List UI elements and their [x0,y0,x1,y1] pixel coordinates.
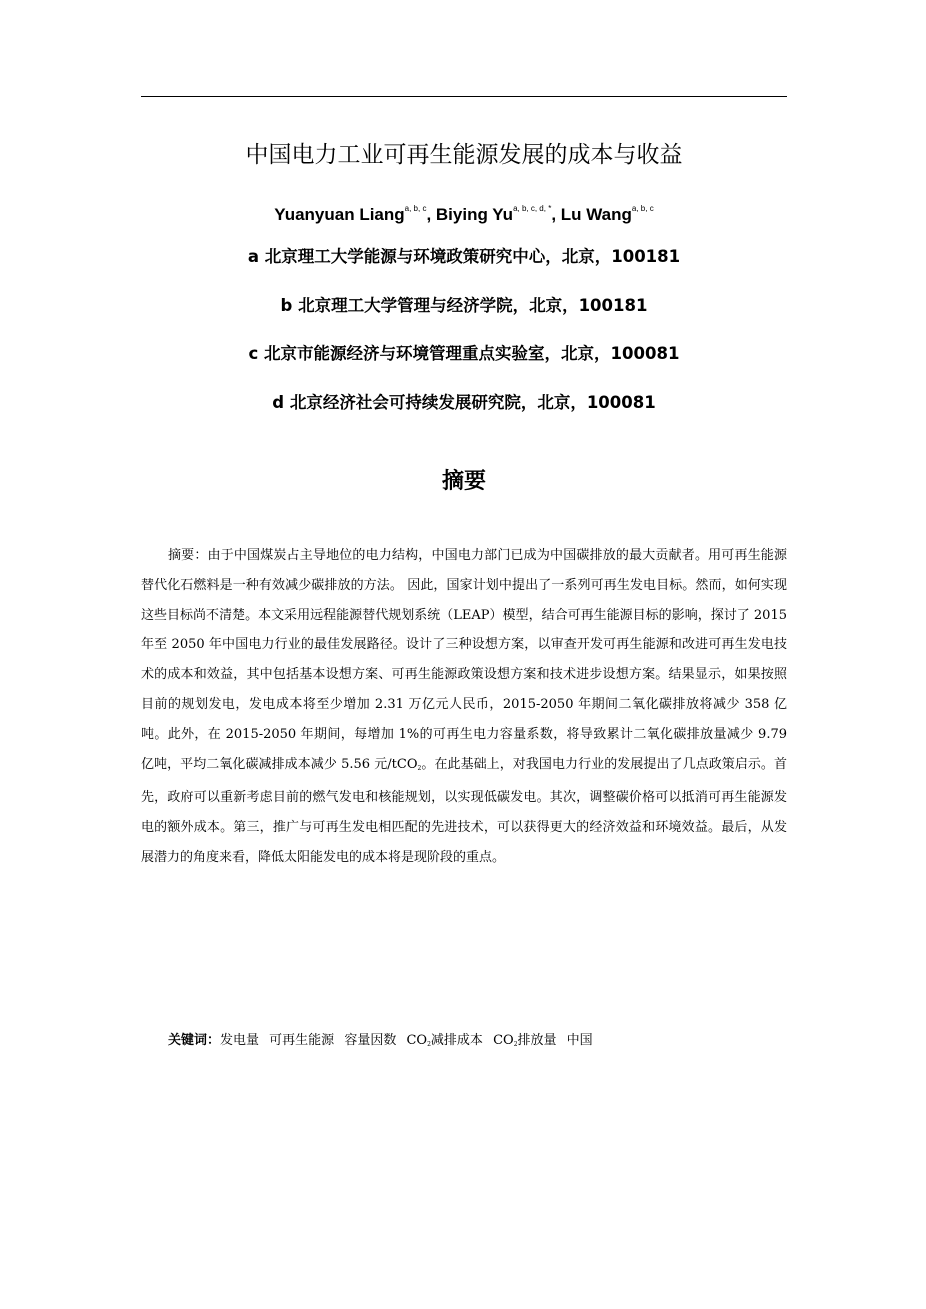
abstract-text-part1: 摘要：由于中国煤炭占主导地位的电力结构，中国电力部门已成为中国碳排放的最大贡献者。用可再生能源替代化石燃料是一种有效减少碳排放的方法。 因此，国家计划中提出了一系列可再生发电目标。然而，如何实现这些目标尚不清楚。本文采用远程能源替代规划系统（LEAP）模型，结合可再生能源目标的影响，探讨了 2015 年至 2050 年中国电力行业的最佳发展路径。设计了三种设想方案，以审查开发可再生能源和改进可再生发电技术的成本和效益，其中包括基本设想方案、可再生能源政策设想方案和技术进步设想方案。结果显示，如果按照目前的规划发电，发电成本将至少增加 2.31 万亿元人民币，2015-2050 年期间二氧化碳排放将减少 358 亿吨。此外，在 2015-2050 年期间，每增加 1%的可再生电力容量系数，将导致累计二氧化碳排放量减少 9.79 亿吨，平均二氧化碳减排成本减少 5.56 元/tCO [141,548,787,772]
author-name: Biying Yu [435,205,514,224]
author-affiliation-marks: a, b, c [631,204,654,213]
author-affiliation-marks: a, b, c [404,204,427,213]
affiliation-a: a 北京理工大学能源与环境政策研究中心，北京，100181 [247,247,681,266]
affiliation-d: d 北京经济社会可持续发展研究院，北京，100081 [272,393,656,412]
author-separator: , [551,205,561,224]
keyword: 中国 [566,1033,593,1048]
abstract-text-part2: 。在此基础上，对我国电力行业的发展提出了几点政策启示。首先，政府可以重新考虑目前的燃气发电和核能规划，以实现低碳发电。其次，调整碳价格可以抵消可再生能源发电的额外成本。第三，推广与可再生发电相匹配的先进技术，可以获得更大的经济效益和环境效益。最后，从发展潜力的角度来看，降低太阳能发电的成本将是现阶段的重点。 [141,756,787,865]
keyword-part: 排放量 [517,1033,557,1048]
affiliation-b: b 北京理工大学管理与经济学院，北京，100181 [280,296,648,315]
abstract-body [141,541,787,873]
keyword: 可再生能源 [269,1033,335,1048]
keywords-label: 关键词： [168,1033,221,1048]
keyword: 容量因数 [344,1033,397,1048]
paper-title: 中国电力工业可再生能源发展的成本与收益 [245,142,683,168]
keyword [493,1033,556,1048]
subscript-2: 2 [513,1041,518,1048]
subscript-2: 2 [417,764,422,772]
author-separator: , [426,205,436,224]
author-list [141,196,787,228]
keyword-part: CO [493,1033,514,1048]
author-name: Yuanyuan Liang [274,205,405,224]
author-name: Lu Wang [560,205,632,224]
keyword-part: 减排成本 [430,1033,483,1048]
header-rule [141,96,787,97]
affiliation-c: c 北京市能源经济与环境管理重点实验室，北京，100081 [248,344,680,363]
keyword-part: CO [406,1033,428,1048]
keyword: 发电量 [220,1033,260,1048]
keywords-line [168,1028,787,1058]
subscript-2: 2 [427,1041,431,1048]
abstract-heading: 摘要 [441,469,486,494]
keyword [406,1033,482,1048]
author-affiliation-marks: a, b, c, d, * [513,204,552,213]
